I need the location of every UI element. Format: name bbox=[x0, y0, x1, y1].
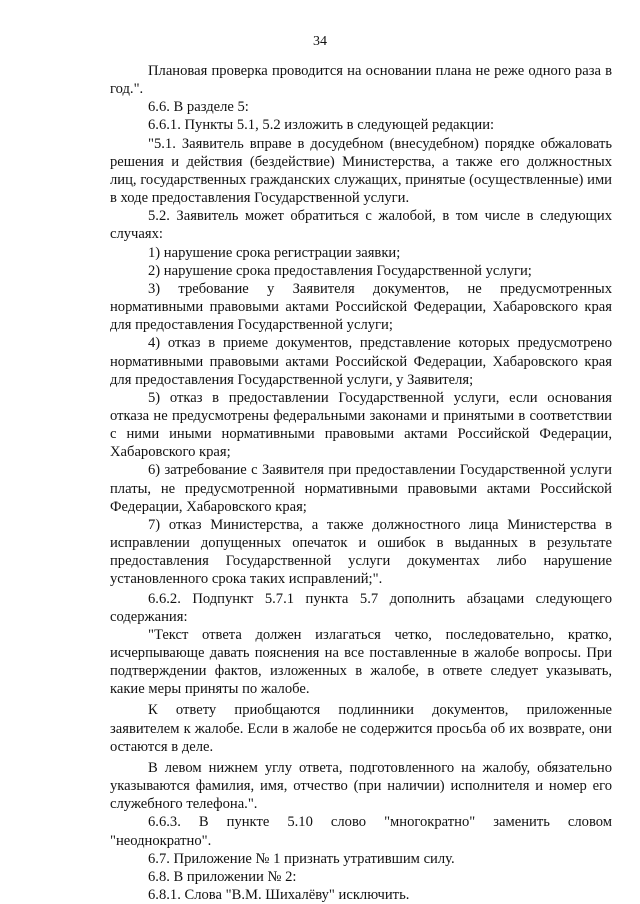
paragraph-6-6-3: 6.6.3. В пункте 5.10 слово "многократно" заменить словом "неоднократно". bbox=[110, 814, 612, 849]
list-item-3: 3) требование у Заявителя документов, не предусмотренных нормативными правовыми актами Российской Федерации, Хабаровского края для предоставления Государственной услуги; bbox=[110, 280, 612, 334]
document-body bbox=[110, 62, 612, 904]
paragraph-5-2: 5.2. Заявитель может обратиться с жалобой, в том числе в следующих случаях: bbox=[110, 208, 612, 243]
paragraph-attached-documents: К ответу приобщаются подлинники документов, приложенные заявителем к жалобе. Если в жалобе не содержится просьба об их возврате, они остаются в деле. bbox=[110, 702, 612, 755]
paragraph-6-7: 6.7. Приложение № 1 признать утратившим силу. bbox=[148, 850, 455, 867]
page-number: 34 bbox=[313, 34, 327, 49]
list-item-4: 4) отказ в приеме документов, представление которых предусмотрено нормативными правовыми актами Российской Федерации, Хабаровского края для предоставления Государственной услуги, у Заявителя; bbox=[110, 335, 612, 388]
paragraph-plan-inspection: Плановая проверка проводится на основании плана не реже одного раза в год.". bbox=[110, 63, 612, 98]
paragraph-6-6-1: 6.6.1. Пункты 5.1, 5.2 изложить в следующей редакции: bbox=[148, 117, 495, 134]
paragraph-5-1: "5.1. Заявитель вправе в досудебном (внесудебном) порядке обжаловать решения и действия (бездействие) Министерства, а также его должностных лиц, государственных гражданских служащих, принятые (осуществленные) ими в ходе предоставления Государственной услуги. bbox=[110, 135, 612, 207]
paragraph-6-6: 6.6. В разделе 5: bbox=[148, 99, 249, 116]
list-item-2: 2) нарушение срока предоставления Государственной услуги; bbox=[148, 262, 532, 279]
list-item-5: 5) отказ в предоставлении Государственной услуги, если основания отказа не предусмотрены федеральными законами и принятыми в соответствии с ними иными нормативными правовыми актами Российской Федерации, Хабаровского края; bbox=[110, 389, 612, 461]
paragraph-6-6-2: 6.6.2. Подпункт 5.7.1 пункта 5.7 дополнить абзацами следующего содержания: bbox=[110, 590, 612, 625]
paragraph-response-text: "Текст ответа должен излагаться четко, последовательно, кратко, исчерпывающе давать пояснения на все поставленные в жалобе вопросы. При подтверждении фактов, изложенных в жалобе, в ответе следует указывать, какие меры приняты по жалобе. bbox=[110, 626, 612, 698]
list-item-6: 6) затребование с Заявителя при предоставлении Государственной услуги платы, не предусмотренной нормативными правовыми актами Российской Федерации, Хабаровского края; bbox=[110, 462, 612, 515]
paragraph-response-corner: В левом нижнем углу ответа, подготовленного на жалобу, обязательно указываются фамилия, имя, отчество (при наличии) исполнителя и номер его служебного телефона.". bbox=[110, 759, 612, 813]
list-item-7: 7) отказ Министерства, а также должностного лица Министерства в исправлении допущенных опечаток и ошибок в выданных в результате предоставления Государственной услуги документах либо нарушение установленного срока таких исправлений;". bbox=[110, 516, 612, 588]
paragraph-6-8-1: 6.8.1. Слова "В.М. Шихалёву" исключить. bbox=[148, 887, 410, 904]
list-item-1: 1) нарушение срока регистрации заявки; bbox=[148, 244, 401, 261]
paragraph-6-8: 6.8. В приложении № 2: bbox=[148, 868, 297, 885]
